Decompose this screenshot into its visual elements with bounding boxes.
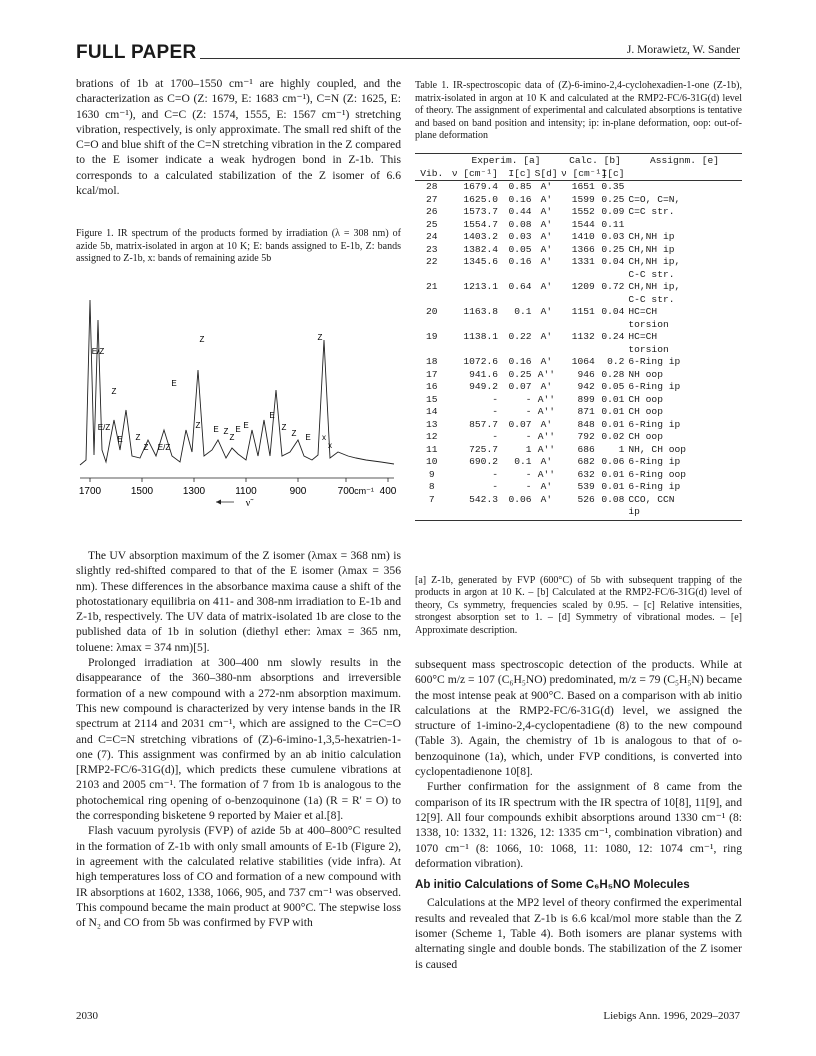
col-header	[625, 168, 742, 181]
table-cell: -	[492, 431, 498, 442]
table-cell	[561, 319, 595, 332]
table-cell: 11	[426, 443, 438, 455]
table-cell: 0.08	[508, 218, 532, 230]
table-cell: torsion	[628, 318, 669, 330]
table-cell: 1	[525, 443, 532, 455]
table-cell	[415, 344, 449, 357]
table-cell	[415, 319, 449, 332]
table-cell: 0.85	[508, 181, 532, 192]
table-cell: ip	[628, 506, 640, 517]
table-cell: A'	[540, 356, 553, 367]
table-cell	[415, 269, 449, 282]
page-number: 2030	[76, 1010, 98, 1022]
table-cell: A''	[537, 406, 555, 417]
table-cell: A'	[540, 481, 553, 492]
peak-label: x	[322, 433, 326, 442]
left-top-paragraph	[76, 76, 401, 198]
table-caption: Table 1. IR-spectroscopic data of (Z)-6-imino-2,4-cyclohexadien-1-one (Z-1b), matrix-isolated in argon at 10 K and calculated at the RMP2-FC/6-31G(d) level of theory. The assignment of experimental and calculated absorptions is tentative and based on band position and intensity; ip: in-plane deformation, oop: out-of-plane deformation	[415, 80, 742, 142]
x-tick-label: 1700	[78, 486, 102, 497]
table-cell: -	[492, 481, 498, 492]
table-cell: 1651	[571, 181, 595, 192]
table-cell	[449, 319, 498, 332]
table-cell	[532, 269, 562, 282]
table-cell: 1213.1	[463, 281, 498, 292]
table-cell	[449, 344, 498, 357]
col-header: S[d]	[534, 167, 558, 179]
table-cell: 1552	[571, 206, 595, 217]
table-cell: 0.16	[508, 256, 532, 267]
table-row	[415, 219, 742, 232]
table-cell: 0.09	[601, 206, 625, 217]
peak-label: Z	[199, 335, 205, 344]
table-cell	[561, 506, 595, 519]
table-cell: 871	[577, 406, 595, 417]
table-cell: A'	[540, 493, 553, 505]
table-cell: A'	[540, 331, 553, 342]
table-cell	[449, 294, 498, 307]
table-cell: 848	[577, 418, 595, 430]
table-cell: 1625.0	[463, 193, 498, 205]
spectrum-trace	[80, 300, 394, 465]
table-cell: CH oop	[628, 406, 663, 417]
table-cell: 0.64	[508, 281, 532, 292]
x-axis-ticks	[79, 478, 397, 497]
table-cell: -	[492, 406, 498, 417]
table-cell: NH oop	[628, 368, 663, 380]
table-cell	[624, 219, 742, 232]
table-cell: A'	[540, 193, 553, 205]
table-cell: 10	[426, 456, 438, 467]
table-cell: 6-Ring ip	[628, 481, 681, 492]
table-cell: 941.6	[469, 368, 498, 380]
table-row	[415, 469, 742, 482]
col-header: ν [cm⁻¹]	[451, 167, 498, 179]
table-cell: 0.08	[601, 493, 625, 505]
left-body	[76, 548, 401, 930]
table-cell: C-C str.	[628, 293, 675, 305]
paragraph: Prolonged irradiation at 300–400 nm slowly results in the disappearance of the 360–380-nm absorptions and irreversible formation of a new compound with a 272-nm absorption maximum. This new compound is characterized by very intense bands in the IR spectrum at 2114 and 2031 cm⁻¹, which are assigned to the C=C=O and C=C=N stretching vibrations of (Z)-6-imino-1,3,5-hexatrien-1-one (7). This assignment was confirmed by an ab initio calculation [RMP2-FC/6-31G(d)], which predicts these cumulene vibrations at 2103 and 2005 cm⁻¹. The formation of 7 from 1b is analogous to the photochemical ring opening of o-benzoquinone (1a) (R = R' = O) to the corresponding bisketene 9 reported by Maier et al.[8].	[76, 656, 401, 823]
table-cell: 526	[577, 493, 595, 505]
table-cell: -	[492, 468, 498, 480]
table-cell: CH,NH ip,	[628, 281, 681, 292]
table-cell: 1132	[571, 331, 595, 342]
table-row	[415, 406, 742, 419]
table-cell: A'	[540, 218, 553, 230]
x-tick-label: 1100	[235, 486, 257, 497]
table-cell	[595, 319, 625, 332]
table-row	[415, 356, 742, 369]
table-cell: 0.01	[601, 393, 625, 405]
peak-label: E	[269, 411, 275, 420]
table-cell: 27	[426, 193, 438, 205]
table-cell	[595, 344, 625, 357]
table-cell: 0.44	[508, 206, 532, 217]
table-row	[415, 256, 742, 269]
table-cell: 7	[428, 493, 435, 505]
table-row	[415, 319, 742, 332]
table-cell: 0.2	[607, 356, 625, 367]
table-cell	[595, 506, 625, 519]
right-body	[415, 657, 742, 972]
table-cell: A'	[540, 231, 553, 242]
table-cell: 0.03	[508, 231, 532, 242]
table-cell: 1554.7	[463, 218, 498, 230]
table-row	[415, 306, 742, 319]
table-row	[415, 419, 742, 432]
table-cell: 0.06	[508, 493, 532, 505]
table-cell: 949.2	[469, 381, 498, 392]
table-cell: 0.05	[508, 243, 532, 255]
peak-label: Z	[135, 433, 141, 442]
table-cell: 1403.2	[463, 231, 498, 242]
table-cell	[449, 506, 498, 519]
table-cell: -	[525, 431, 532, 442]
table-row	[415, 231, 742, 244]
table-cell: 686	[577, 443, 595, 455]
table-cell: 0.06	[601, 456, 625, 467]
paragraph: Further confirmation for the assignment of 8 came from the comparison of its IR spectrum with the IR spectra of 10[8], 11[9], and 12[9]. All four compounds exhibit absorptions around 1330 cm⁻¹ (8: 1338, 10: 1332, 11: 1326, 12: 1335 cm⁻¹, combination vibration) and 1070 cm⁻¹ (8: 1066, 10: 1068, 11: 1080, 12: 1074 cm⁻¹, ring deformation vibration).	[415, 780, 742, 870]
table-cell: C-C str.	[628, 268, 675, 280]
table-cell: 0.72	[601, 281, 625, 292]
table-row	[415, 294, 742, 307]
table-cell: 9	[428, 468, 435, 480]
table-cell: 1599	[571, 193, 595, 205]
peak-label: E/Z	[157, 443, 171, 452]
col-header: I[c]	[601, 167, 625, 179]
peak-label: E	[171, 379, 177, 388]
table-cell: -	[525, 406, 532, 417]
table-cell	[532, 319, 562, 332]
table-cell	[561, 294, 595, 307]
table-cell: A'	[540, 418, 553, 430]
table-cell: 0.16	[508, 193, 532, 205]
table-cell: A'	[540, 243, 553, 255]
table-cell: NH, CH oop	[628, 443, 686, 455]
table-cell	[532, 344, 562, 357]
peak-label: Z	[291, 429, 297, 438]
peak-label: E	[213, 425, 219, 434]
table-cell: 0.01	[601, 468, 625, 480]
table-cell	[498, 319, 532, 332]
table-cell: 0.11	[601, 218, 625, 230]
table-cell: CH,NH ip	[628, 231, 675, 242]
table-cell: 0.28	[601, 368, 625, 380]
table-cell: HC=CH	[628, 331, 658, 342]
table-cell: 24	[426, 231, 438, 242]
table-cell: 1410	[571, 231, 595, 242]
paragraph: brations of 1b at 1700–1550 cm⁻¹ are highly coupled, and the characterization as C=O (Z: 1679, E: 1683 cm⁻¹), C=N (Z: 1625, E: 1630 cm⁻¹), and C=C (Z: 1574, 1555, E: 1567 cm⁻¹) stretching vibration, respectively, is only approximate. The small red shift of the C=O and blue shift of the C=N stretching vibration in the Z compared to the E isomer indicate a weak hydrogen bond in Z-1b. This corresponds to a calculated stabilization of the Z isomer of 6.6 kcal/mol.	[76, 77, 401, 198]
table-footnote: [a] Z-1b, generated by FVP (600°C) of 5b with subsequent trapping of the products in argon at 10 K. – [b] Calculated at the RMP2-FC/6-31G(d) level of theory, Cs symmetry, frequencies scaled by 0.95. – [c] Relative intensities, strongest absorption set to 1. – [d] Symmetry of vibrational modes. – [e] Approximate description.	[415, 575, 742, 636]
table-cell: 1366	[571, 243, 595, 255]
table-cell: 0.1	[514, 306, 532, 317]
table-row	[415, 181, 742, 194]
table-row	[415, 506, 742, 519]
col-header: I[c]	[508, 167, 532, 179]
table-cell: 21	[426, 281, 438, 292]
table-cell: 26	[426, 206, 438, 217]
table-cell	[532, 506, 562, 519]
peak-label: E	[117, 435, 123, 444]
table-cell: -	[525, 481, 532, 492]
table-cell: 12	[426, 431, 438, 442]
table-cell: 0.04	[601, 256, 625, 267]
x-tick-label: 400	[379, 486, 397, 497]
table-cell: 17	[426, 368, 438, 380]
table-cell: 0.01	[601, 418, 625, 430]
table-cell: 6-Ring oop	[628, 468, 686, 480]
table-cell	[595, 269, 625, 282]
table-cell: 0.24	[601, 331, 625, 342]
table-cell	[532, 294, 562, 307]
table-cell: 857.7	[469, 418, 498, 430]
table-cell	[498, 269, 532, 282]
table-cell: 0.01	[601, 481, 625, 492]
table-cell: A'	[540, 306, 553, 317]
table-cell: -	[525, 468, 532, 480]
peak-label: E/Z	[91, 347, 105, 356]
paragraph: The UV absorption maximum of the Z isomer (λmax = 368 nm) is slightly red-shifted compared to that of the E isomer (λmax = 356 nm). These differences in the absorbance maxima cause a shift of the photostationary equilibria on 411- and 308-nm irradiation to E-1b and Z-1b, respectively. The UV data of matrix-isolated 1b are close to the published data of 1b in solution (diethyl ether: λmax = 365 nm, toluene: λmax = 374 nm)[5].	[76, 549, 401, 654]
peak-label: Z	[143, 443, 149, 452]
table-cell: 0.35	[601, 181, 625, 192]
table-cell: 1544	[571, 218, 595, 230]
table-cell: 18	[426, 356, 438, 367]
table-row	[415, 331, 742, 344]
table-cell: 0.04	[601, 306, 625, 317]
table-cell: A'	[540, 181, 553, 192]
table-cell: C=C str.	[628, 206, 675, 217]
table-cell	[498, 344, 532, 357]
ir-data-table	[415, 153, 742, 521]
table-cell: 1331	[571, 256, 595, 267]
peak-label: Z	[223, 427, 229, 436]
table-cell: 1345.6	[463, 256, 498, 267]
table-cell: 1064	[571, 356, 595, 367]
ir-spectrum-figure	[76, 280, 401, 520]
x-tick-label: 700	[337, 486, 355, 497]
table-cell: 1163.8	[463, 306, 498, 317]
table-cell: 0.25	[601, 193, 625, 205]
table-row	[415, 481, 742, 494]
x-tick-label: 1500	[130, 486, 154, 497]
table-body	[415, 181, 742, 519]
table-cell: A'	[540, 256, 553, 267]
table-cell: 0.01	[601, 406, 625, 417]
table-cell: 6-Ring ip	[628, 418, 681, 430]
table-cell	[415, 294, 449, 307]
table-row	[415, 269, 742, 282]
table-cell: 0.16	[508, 356, 532, 367]
table-cell: CH,NH ip,	[628, 256, 681, 267]
table-cell: 6-Ring ip	[628, 456, 681, 467]
table-cell: 0.02	[601, 431, 625, 442]
table-cell: torsion	[628, 343, 669, 355]
table-column-header	[415, 168, 742, 181]
table-row	[415, 281, 742, 294]
table-cell: 0.07	[508, 418, 532, 430]
table-cell: -	[492, 393, 498, 405]
table-cell: 20	[426, 306, 438, 317]
authors: J. Morawietz, W. Sander	[626, 44, 740, 56]
table-cell: C=O, C=N,	[628, 193, 681, 205]
table-row	[415, 456, 742, 469]
table-cell: 942	[577, 381, 595, 392]
table-cell: 14	[426, 406, 438, 417]
table-cell: CH,NH ip	[628, 243, 675, 255]
table-cell: 0.25	[508, 368, 532, 380]
paragraph: Flash vacuum pyrolysis (FVP) of azide 5b at 400–800°C resulted in the formation of Z-1b with only small amounts of E-1b (Figure 2), in agreement with the calculated relative stabilities (vide infra). At high temperatures loss of CO and formation of a new compound with IR absorptions at 1602, 1338, 1066, 905, and 737 cm⁻¹ was observed. This compound became the main product at 900°C. The stepwise loss of N₂ and CO from 5b was confirmed by FVP with	[76, 824, 401, 930]
table-cell: 6-Ring ip	[628, 356, 681, 367]
table-row	[415, 369, 742, 382]
journal-citation: Liebigs Ann. 1996, 2029–2037	[603, 1010, 740, 1022]
x-unit-label: cm⁻¹	[354, 486, 374, 496]
table-cell: 1072.6	[463, 356, 498, 367]
table-row	[415, 244, 742, 257]
x-tick-label: 900	[289, 486, 307, 497]
table-row	[415, 444, 742, 457]
table-cell	[561, 344, 595, 357]
table-cell	[498, 294, 532, 307]
peak-label: Z	[111, 387, 117, 396]
table-cell: 23	[426, 243, 438, 255]
table-row	[415, 206, 742, 219]
ir-spectrum-svg	[76, 280, 401, 520]
table-cell	[449, 269, 498, 282]
col-header: ν [cm⁻¹]	[560, 167, 608, 179]
table-row	[415, 381, 742, 394]
table-cell	[498, 506, 532, 519]
peak-label: E	[243, 421, 249, 430]
table-cell: 0.05	[601, 381, 625, 392]
figure-caption: Figure 1. IR spectrum of the products formed by irradiation (λ = 308 nm) of azide 5b, matrix-isolated in argon at 10 K; E: bands assigned to E-1b, Z: bands assigned to Z-1b, x: bands of remaining azide 5b	[76, 228, 401, 265]
table-row	[415, 194, 742, 207]
peak-label: x	[328, 441, 332, 450]
peak-label: Z	[229, 433, 235, 442]
peak-label: Z	[281, 423, 287, 432]
section-label: FULL PAPER	[76, 42, 197, 63]
table-cell	[561, 269, 595, 282]
table-cell: HC=CH	[628, 306, 658, 317]
table-cell: 0.1	[514, 456, 532, 467]
table-cell: 725.7	[469, 443, 498, 455]
table-cell: A'	[540, 206, 553, 217]
group-header-calc: Calc. [b]	[569, 155, 621, 166]
paragraph: subsequent mass spectroscopic detection of the products. While at 600°C m/z = 107 (C₆H₅NO) predominated, m/z = 79 (C₅H₅N) became the most intense peak at 900°C. Based on a comparison with ab initio calculations at the RMP2-FC/6-31G(d) level, we assigned the structure of 1-imino-2,4-cyclopentadiene (8) to the new compound (Table 3). Again, the chemistry of 1b is analogous to that of o-benzoquinone (1a), which, under FVP conditions, is converted into cyclopentadienone 10[8].	[415, 658, 742, 779]
axis-symbol: ν̃	[245, 498, 251, 509]
table-cell: 0.25	[601, 243, 625, 255]
table-cell: 792	[577, 431, 595, 442]
paragraph: Calculations at the MP2 level of theory confirmed the experimental results and revealed that Z-1b is 6.6 kcal/mol more stable than the Z isomer (Scheme 1, Table 4). Both isomers are planar systems with alternating single and double bonds. The stabilization of the Z isomer is caused	[415, 896, 742, 971]
table-group-header	[415, 155, 742, 168]
table-cell: 1138.1	[463, 331, 498, 342]
peak-label: Z	[317, 333, 323, 342]
table-cell: 1382.4	[463, 243, 498, 255]
section-heading: Ab initio Calculations of Some C₆H₅NO Molecules	[415, 878, 690, 892]
table-cell	[415, 506, 449, 519]
table-cell: 1679.4	[463, 181, 498, 192]
table-cell	[595, 294, 625, 307]
peak-labels	[92, 333, 332, 452]
table-cell: CH oop	[628, 431, 663, 442]
table-row	[415, 494, 742, 507]
table-cell: 22	[426, 256, 438, 267]
table-cell: 539	[577, 481, 595, 492]
table-row	[415, 431, 742, 444]
peak-label: Z	[195, 421, 201, 430]
table-cell: 899	[577, 393, 595, 405]
arrow-head	[216, 500, 221, 505]
group-header-exp: Experim. [a]	[471, 155, 541, 166]
peak-label: E	[235, 425, 241, 434]
table-cell: 0.03	[601, 231, 625, 242]
peak-label: E	[305, 433, 311, 442]
table-cell: A''	[537, 443, 555, 455]
table-cell: A''	[537, 468, 555, 480]
table-cell	[624, 181, 742, 194]
header-rule	[200, 58, 740, 59]
x-tick-label: 1300	[182, 486, 206, 497]
table-cell: 15	[426, 393, 438, 405]
table-cell: A''	[537, 393, 555, 405]
table-cell: 1209	[571, 281, 595, 292]
table-cell: A'	[540, 281, 553, 292]
table-cell: 1151	[571, 306, 595, 317]
table-cell: 28	[426, 181, 438, 192]
table-cell: 682	[577, 456, 595, 467]
table-cell: CH oop	[628, 393, 663, 405]
table-cell: 690.2	[469, 456, 498, 467]
table-cell: A'	[540, 381, 553, 392]
col-header: Vib.	[420, 167, 444, 179]
table-cell: A''	[537, 431, 555, 442]
table-row	[415, 394, 742, 407]
table-row	[415, 344, 742, 357]
table-cell: 1573.7	[463, 206, 498, 217]
table-cell: 6-Ring ip	[628, 381, 681, 392]
table-cell: 946	[577, 368, 595, 380]
table-cell: 25	[426, 218, 438, 230]
table-cell: -	[525, 393, 532, 405]
table-cell: 8	[428, 481, 435, 492]
table-cell: 16	[426, 381, 438, 392]
table-cell: 13	[426, 418, 438, 430]
table-cell: 0.07	[508, 381, 532, 392]
peak-label: E/Z	[97, 423, 111, 432]
table-cell: 1	[618, 443, 625, 455]
table-cell: 632	[577, 468, 595, 480]
table-cell: CCO, CCN	[628, 493, 675, 505]
group-header-assign: Assignm. [e]	[649, 155, 720, 166]
table-cell: 542.3	[469, 493, 498, 505]
table-cell: A'	[540, 456, 553, 467]
table-cell: 19	[426, 331, 438, 342]
table-cell: A''	[537, 368, 555, 380]
table-cell: 0.22	[508, 331, 532, 342]
